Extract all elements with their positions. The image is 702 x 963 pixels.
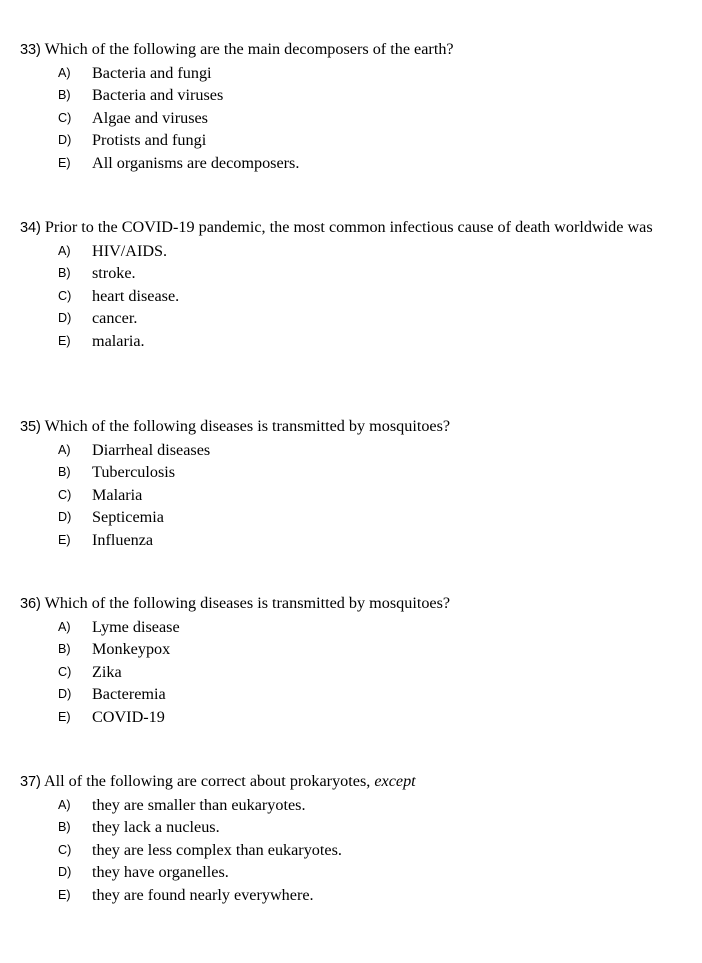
question-text: All of the following are correct about prokaryotes, <box>43 772 375 790</box>
option-letter: C) <box>58 842 72 857</box>
answer-option[interactable] <box>20 240 682 263</box>
option-letter: C) <box>58 487 72 502</box>
answer-option[interactable] <box>20 638 682 661</box>
answer-option[interactable] <box>20 461 682 484</box>
answer-options <box>20 616 682 729</box>
option-text: Malaria <box>92 485 143 504</box>
option-text: HIV/AIDS. <box>92 241 168 260</box>
question-number: 33) <box>20 42 41 58</box>
answer-option[interactable] <box>20 861 682 884</box>
option-text: Influenza <box>92 530 154 549</box>
question-text: Which of the following diseases is transmitted by mosquitoes? <box>44 594 451 612</box>
answer-option[interactable] <box>20 884 682 907</box>
question-block <box>20 415 682 551</box>
option-letter: A) <box>58 442 71 457</box>
option-letter: A) <box>58 797 71 812</box>
option-letter: D) <box>58 133 72 147</box>
option-text: Septicemia <box>92 508 164 526</box>
option-text: Tuberculosis <box>92 463 176 481</box>
option-text: they are found nearly everywhere. <box>92 885 314 904</box>
question-stem <box>20 216 670 240</box>
option-text: stroke. <box>92 264 136 282</box>
option-letter: D) <box>58 865 72 879</box>
answer-option[interactable] <box>20 683 682 706</box>
answer-option[interactable] <box>20 484 682 507</box>
question-block <box>20 592 682 728</box>
question-stem <box>20 592 502 616</box>
option-text: Zika <box>92 662 122 681</box>
option-text: Algae and viruses <box>92 108 208 127</box>
option-letter: B) <box>58 820 71 834</box>
answer-options <box>20 794 682 907</box>
answer-option[interactable] <box>20 129 682 152</box>
option-text: malaria. <box>92 331 145 350</box>
option-letter: B) <box>58 88 71 102</box>
option-letter: E) <box>58 532 71 547</box>
option-text: they have organelles. <box>92 863 229 881</box>
answer-option[interactable] <box>20 794 682 817</box>
option-letter: A) <box>58 619 71 634</box>
option-text: Bacteria and viruses <box>92 86 224 104</box>
option-letter: C) <box>58 664 72 679</box>
answer-options <box>20 439 682 552</box>
option-letter: D) <box>58 687 72 701</box>
option-letter: E) <box>58 333 71 348</box>
answer-option[interactable] <box>20 706 682 729</box>
question-block <box>20 38 682 174</box>
question-number: 36) <box>20 596 41 612</box>
answer-option[interactable] <box>20 152 682 175</box>
option-text: heart disease. <box>92 286 180 305</box>
answer-option[interactable] <box>20 816 682 839</box>
option-text: COVID-19 <box>92 707 165 726</box>
option-letter: C) <box>58 110 72 125</box>
answer-option[interactable] <box>20 285 682 308</box>
answer-option[interactable] <box>20 661 682 684</box>
answer-options <box>20 62 682 175</box>
answer-option[interactable] <box>20 84 682 107</box>
question-number: 34) <box>20 220 41 236</box>
option-text: they are less complex than eukaryotes. <box>92 840 342 859</box>
answer-option[interactable] <box>20 839 682 862</box>
answer-option[interactable] <box>20 506 682 529</box>
option-letter: E) <box>58 155 71 170</box>
option-letter: D) <box>58 311 72 325</box>
question-stem <box>20 415 502 439</box>
question-text-emphasis: except <box>374 772 416 790</box>
option-letter: B) <box>58 266 71 280</box>
answer-option[interactable] <box>20 307 682 330</box>
option-text: All organisms are decomposers. <box>92 153 300 172</box>
option-letter: A) <box>58 65 71 80</box>
option-text: Lyme disease <box>92 617 180 636</box>
option-text: Monkeypox <box>92 640 171 658</box>
option-letter: E) <box>58 709 71 724</box>
question-block <box>20 770 682 906</box>
question-number: 37) <box>20 774 41 790</box>
question-stem <box>20 770 502 794</box>
answer-option[interactable] <box>20 529 682 552</box>
answer-option[interactable] <box>20 616 682 639</box>
question-number: 35) <box>20 419 41 435</box>
question-stem <box>20 38 502 62</box>
option-text: Protists and fungi <box>92 131 207 149</box>
option-letter: A) <box>58 243 71 258</box>
answer-option[interactable] <box>20 439 682 462</box>
option-letter: C) <box>58 288 72 303</box>
option-text: they are smaller than eukaryotes. <box>92 795 306 814</box>
option-text: Bacteria and fungi <box>92 63 212 82</box>
option-text: they lack a nucleus. <box>92 818 220 836</box>
answer-option[interactable] <box>20 330 682 353</box>
option-letter: B) <box>58 642 71 656</box>
question-text: Prior to the COVID-19 pandemic, the most common infectious cause of death worldwide was <box>44 218 653 236</box>
option-text: cancer. <box>92 309 138 327</box>
answer-option[interactable] <box>20 62 682 85</box>
answer-option[interactable] <box>20 262 682 285</box>
answer-option[interactable] <box>20 107 682 130</box>
option-letter: B) <box>58 465 71 479</box>
answer-options <box>20 240 682 353</box>
option-text: Diarrheal diseases <box>92 440 211 459</box>
question-text: Which of the following diseases is transmitted by mosquitoes? <box>44 417 451 435</box>
option-text: Bacteremia <box>92 685 166 703</box>
question-block <box>20 216 682 352</box>
question-text: Which of the following are the main decomposers of the earth? <box>44 40 454 58</box>
option-letter: D) <box>58 510 72 524</box>
option-letter: E) <box>58 887 71 902</box>
